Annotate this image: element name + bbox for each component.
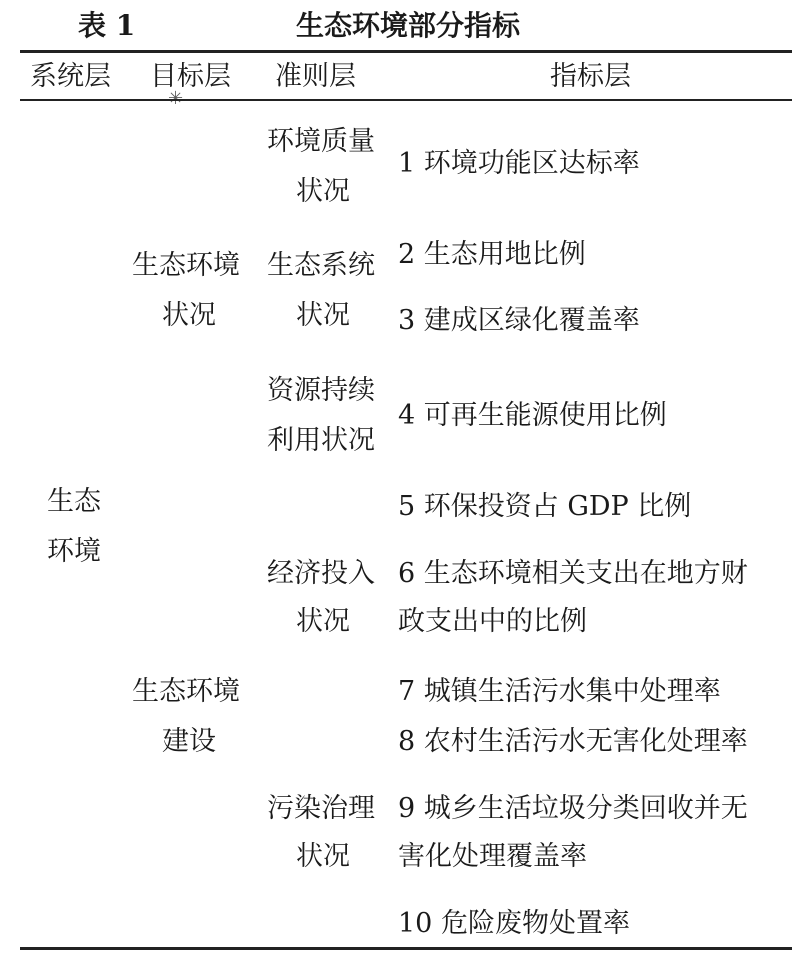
criteria-line: 经济投入: [267, 558, 375, 589]
criteria-line: 状况: [296, 176, 350, 207]
indicator-line: 害化处理覆盖率: [398, 841, 587, 872]
indicator-line: 政支出中的比例: [398, 606, 587, 637]
criteria-line: 资源持续: [267, 375, 375, 406]
criteria-line: 污染治理: [267, 793, 375, 824]
goal-line: 状况: [162, 300, 216, 331]
goal-line: 建设: [162, 726, 216, 757]
bottom-rule: [20, 947, 792, 950]
goal-line: 生态环境: [132, 250, 240, 281]
table-title: 生态环境部分指标: [296, 9, 521, 42]
indicator-line: 9 城乡生活垃圾分类回收并无: [398, 793, 748, 824]
criteria-line: 生态系统: [267, 250, 375, 281]
indicator-item: 3 建成区绿化覆盖率: [398, 305, 640, 336]
header-goal: 目标层: [150, 61, 231, 92]
header-indicator: 指标层: [550, 61, 631, 92]
system-line: 环境: [47, 536, 101, 567]
criteria-line: 状况: [296, 841, 350, 872]
indicator-item: 8 农村生活污水无害化处理率: [398, 726, 748, 757]
indicator-item: 7 城镇生活污水集中处理率: [398, 676, 721, 707]
indicator-line: 6 生态环境相关支出在地方财: [398, 558, 748, 589]
criteria-line: 环境质量: [267, 126, 375, 157]
indicator-item: 5 环保投资占 GDP 比例: [398, 491, 692, 522]
table-number: 表 1: [78, 9, 136, 42]
indicator-item: 4 可再生能源使用比例: [398, 400, 667, 431]
top-rule: [20, 50, 792, 53]
indicator-item: 10 危险废物处置率: [398, 908, 630, 939]
system-line: 生态: [47, 486, 101, 517]
criteria-line: 状况: [296, 606, 350, 637]
goal-line: 生态环境: [132, 676, 240, 707]
indicator-item: 1 环境功能区达标率: [398, 148, 640, 179]
header-rule: [20, 99, 792, 101]
criteria-line: 利用状况: [267, 425, 375, 456]
header-criteria: 准则层: [275, 61, 356, 92]
criteria-line: 状况: [296, 300, 350, 331]
indicator-item: 2 生态用地比例: [398, 239, 586, 270]
header-system: 系统层: [30, 61, 111, 92]
